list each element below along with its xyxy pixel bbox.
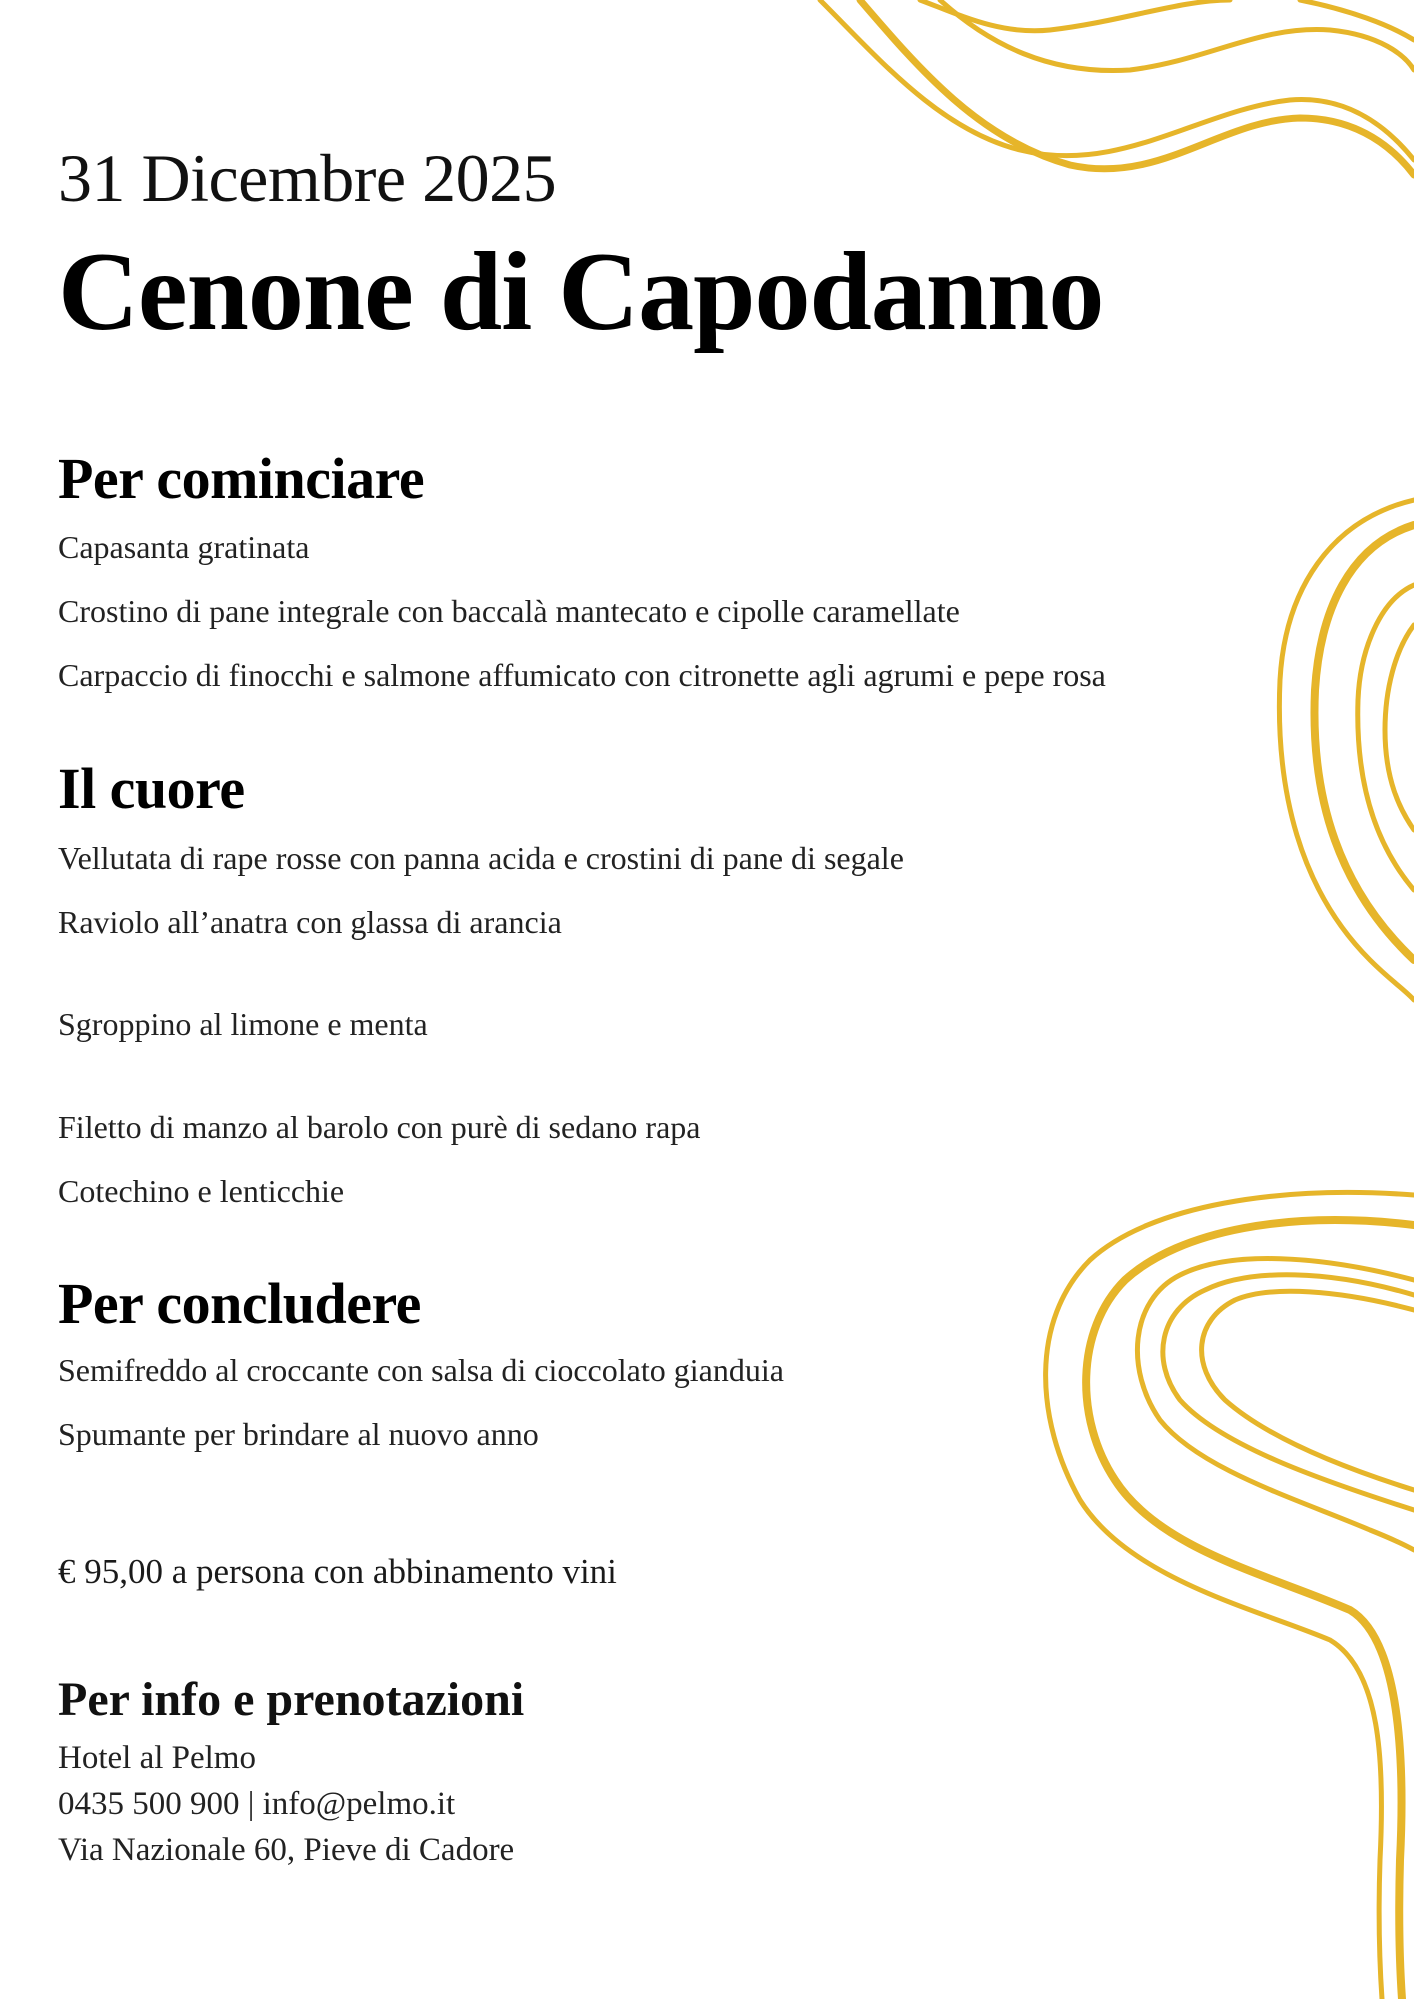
event-date: 31 Dicembre 2025 [58,140,557,216]
menu-item: Sgroppino al limone e menta [58,1006,428,1042]
section-title: Il cuore [58,756,245,821]
menu-item: Vellutata di rape rosse con panna acida e crostini di pane di segale [58,840,904,876]
hotel-name: Hotel al Pelmo [58,1740,256,1776]
contact-title: Per info e prenotazioni [58,1673,525,1726]
menu-item: Filetto di manzo al barolo con purè di sedano rapa [58,1109,701,1145]
page-title: Cenone di Capodanno [58,230,1104,354]
menu-item: Semifreddo al croccante con salsa di cioccolato gianduia [58,1352,784,1388]
menu-item: Capasanta gratinata [58,529,310,565]
phone-email: 0435 500 900 | info@pelmo.it [58,1786,456,1822]
address: Via Nazionale 60, Pieve di Cadore [58,1832,515,1868]
menu-item: Carpaccio di finocchi e salmone affumicato con citronette agli agrumi e pepe rosa [58,657,1106,693]
menu-item: Crostino di pane integrale con baccalà mantecato e cipolle caramellate [58,593,960,629]
menu-item: Raviolo all’anatra con glassa di arancia [58,904,562,940]
section-title: Per concludere [58,1271,421,1336]
price-line: € 95,00 a persona con abbinamento vini [58,1552,617,1591]
menu-item: Cotechino e lenticchie [58,1173,345,1209]
menu-item: Spumante per brindare al nuovo anno [58,1416,539,1452]
section-title: Per cominciare [58,446,425,511]
